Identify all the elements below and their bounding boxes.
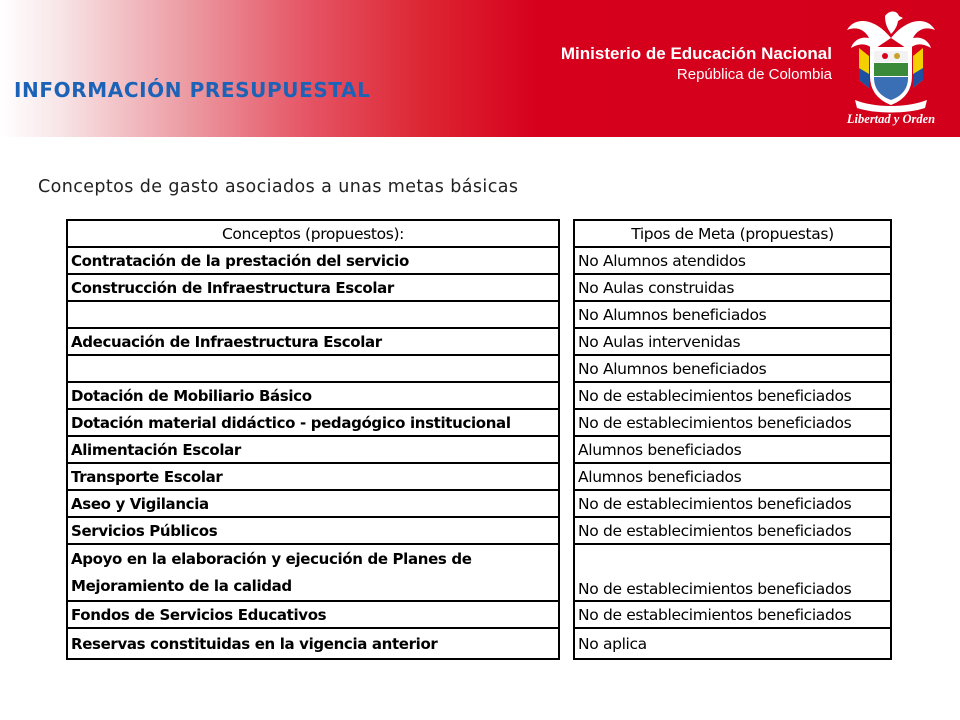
conceptos-table [66, 219, 560, 660]
section-title: INFORMACIÓN PRESUPUESTAL [14, 78, 371, 102]
meta-row: No Aulas intervenidas [575, 329, 890, 356]
concepto-row [68, 356, 558, 383]
page-subtitle: Conceptos de gasto asociados a unas metas básicas [38, 177, 519, 197]
concepto-row-line: Apoyo en la elaboración y ejecución de Planes de [71, 549, 472, 568]
concepto-row: Adecuación de Infraestructura Escolar [68, 329, 558, 356]
concepto-row [68, 545, 558, 602]
concepto-row: Contratación de la prestación del servicio [68, 248, 558, 275]
meta-row: No Alumnos beneficiados [575, 356, 890, 383]
meta-row: No aplica [578, 634, 647, 653]
concepto-row-line: Mejoramiento de la calidad [71, 577, 292, 596]
conceptos-header: Conceptos (propuestos): [68, 221, 558, 248]
republic-name: República de Colombia [676, 66, 832, 83]
concepto-row: Transporte Escolar [68, 464, 558, 491]
concepto-row: Alimentación Escolar [68, 437, 558, 464]
meta-row: No Alumnos atendidos [575, 248, 890, 275]
emblem-motto: Libertad y Orden [846, 112, 936, 126]
concepto-row: Reservas constituidas en la vigencia anterior [71, 634, 438, 653]
concepto-row [68, 302, 558, 329]
concepto-row: Construcción de Infraestructura Escolar [68, 275, 558, 302]
ministry-block [561, 44, 832, 86]
meta-row: No de establecimientos beneficiados [575, 518, 890, 545]
meta-row: No Alumnos beneficiados [575, 302, 890, 329]
concepto-row: Aseo y Vigilancia [68, 491, 558, 518]
concepto-row: Dotación material didáctico - pedagógico institucional [68, 410, 558, 437]
meta-row: No de establecimientos beneficiados [575, 491, 890, 518]
meta-row: No de establecimientos beneficiados [575, 602, 890, 629]
meta-row: Alumnos beneficiados [575, 464, 890, 491]
concepto-row: Dotación de Mobiliario Básico [68, 383, 558, 410]
meta-row: Alumnos beneficiados [575, 437, 890, 464]
ministry-name: Ministerio de Educación Nacional [560, 44, 832, 63]
coat-of-arms-icon [845, 8, 937, 132]
concepto-row: Fondos de Servicios Educativos [68, 602, 558, 629]
metas-header: Tipos de Meta (propuestas) [575, 221, 890, 248]
meta-row: No de establecimientos beneficiados [575, 410, 890, 437]
meta-row: No Aulas construidas [575, 275, 890, 302]
meta-row: No de establecimientos beneficiados [575, 545, 890, 602]
metas-table [573, 219, 892, 660]
header-banner [0, 0, 960, 137]
meta-row: No de establecimientos beneficiados [575, 383, 890, 410]
concepto-row: Servicios Públicos [68, 518, 558, 545]
